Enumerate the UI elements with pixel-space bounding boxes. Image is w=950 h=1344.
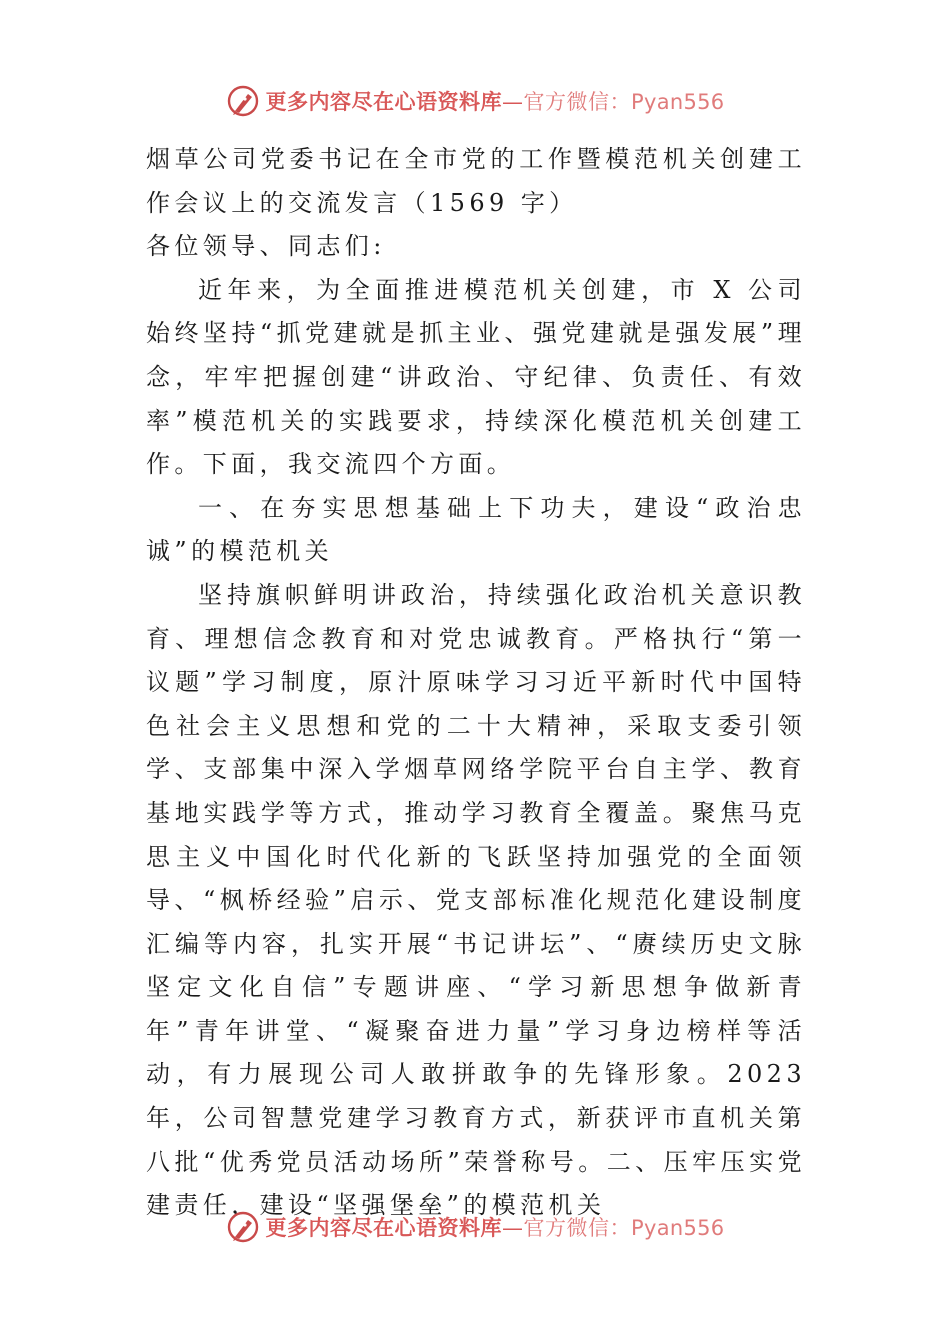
watermark-text — [266, 86, 725, 116]
document-body — [146, 138, 806, 1228]
watermark-text — [266, 1212, 725, 1242]
section-heading-1: 一、在夯实思想基础上下功夫，建设“政治忠诚”的模范机关 — [146, 493, 806, 566]
pen-nib-logo-icon — [226, 84, 260, 118]
header-watermark — [0, 84, 950, 118]
salutation: 各位领导、同志们: — [146, 232, 386, 261]
watermark-brand: 更多内容尽在心语资料库 — [265, 90, 503, 114]
paragraph-section-1: 坚持旗帜鲜明讲政治，持续强化政治机关意识教育、理想信念教育和对党忠诚教育。严格执行“第一议题”学习制度，原汁原味学习习近平新时代中国特色社会主义思想和党的二十大精神，采取支委引领学、支部集中深入学烟草网络学院平台自主学、教育基地实践学等方式，推动学习教育全覆盖。聚焦马克思主义中国化时代化新的飞跃坚持加强党的全面领导、“枫桥经验”启示、党支部标准化规范化建设制度汇编等内容，扎实开展“书记讲坛”、“赓续历史文脉坚定文化自信”专题讲座、“学习新思想争做新青年”青年讲堂、“凝聚奋进力量”学习身边榜样等活动，有力展现公司人敢拼敢争的先锋形象。2023 年，公司智慧党建学习教育方式，新获评市直机关第八批“优秀党员活动场所”荣誉称号。二、压牢压实党建责任，建设“坚强堡垒”的模范机关 — [146, 580, 806, 1220]
watermark-wechat-id: Pyan556 — [631, 1216, 725, 1240]
watermark-official-label: 官方微信： — [523, 1216, 632, 1240]
footer-watermark — [0, 1210, 950, 1244]
document-title: 烟草公司党委书记在全市党的工作暨模范机关创建工作会议上的交流发言（1569 字） — [146, 145, 806, 217]
paragraph-intro: 近年来，为全面推进模范机关创建，市 X 公司始终坚持“抓党建就是抓主业、强党建就是强发展”理念，牢牢把握创建“讲政治、守纪律、负责任、有效率”模范机关的实践要求，持续深化模范机关创建工作。下面，我交流四个方面。 — [146, 275, 806, 479]
watermark-wechat-id: Pyan556 — [631, 90, 725, 114]
watermark-dash: — — [502, 90, 524, 114]
watermark-dash: — — [502, 1216, 524, 1240]
pen-nib-logo-icon — [226, 1210, 260, 1244]
watermark-official-label: 官方微信： — [523, 90, 632, 114]
watermark-brand: 更多内容尽在心语资料库 — [265, 1216, 503, 1240]
